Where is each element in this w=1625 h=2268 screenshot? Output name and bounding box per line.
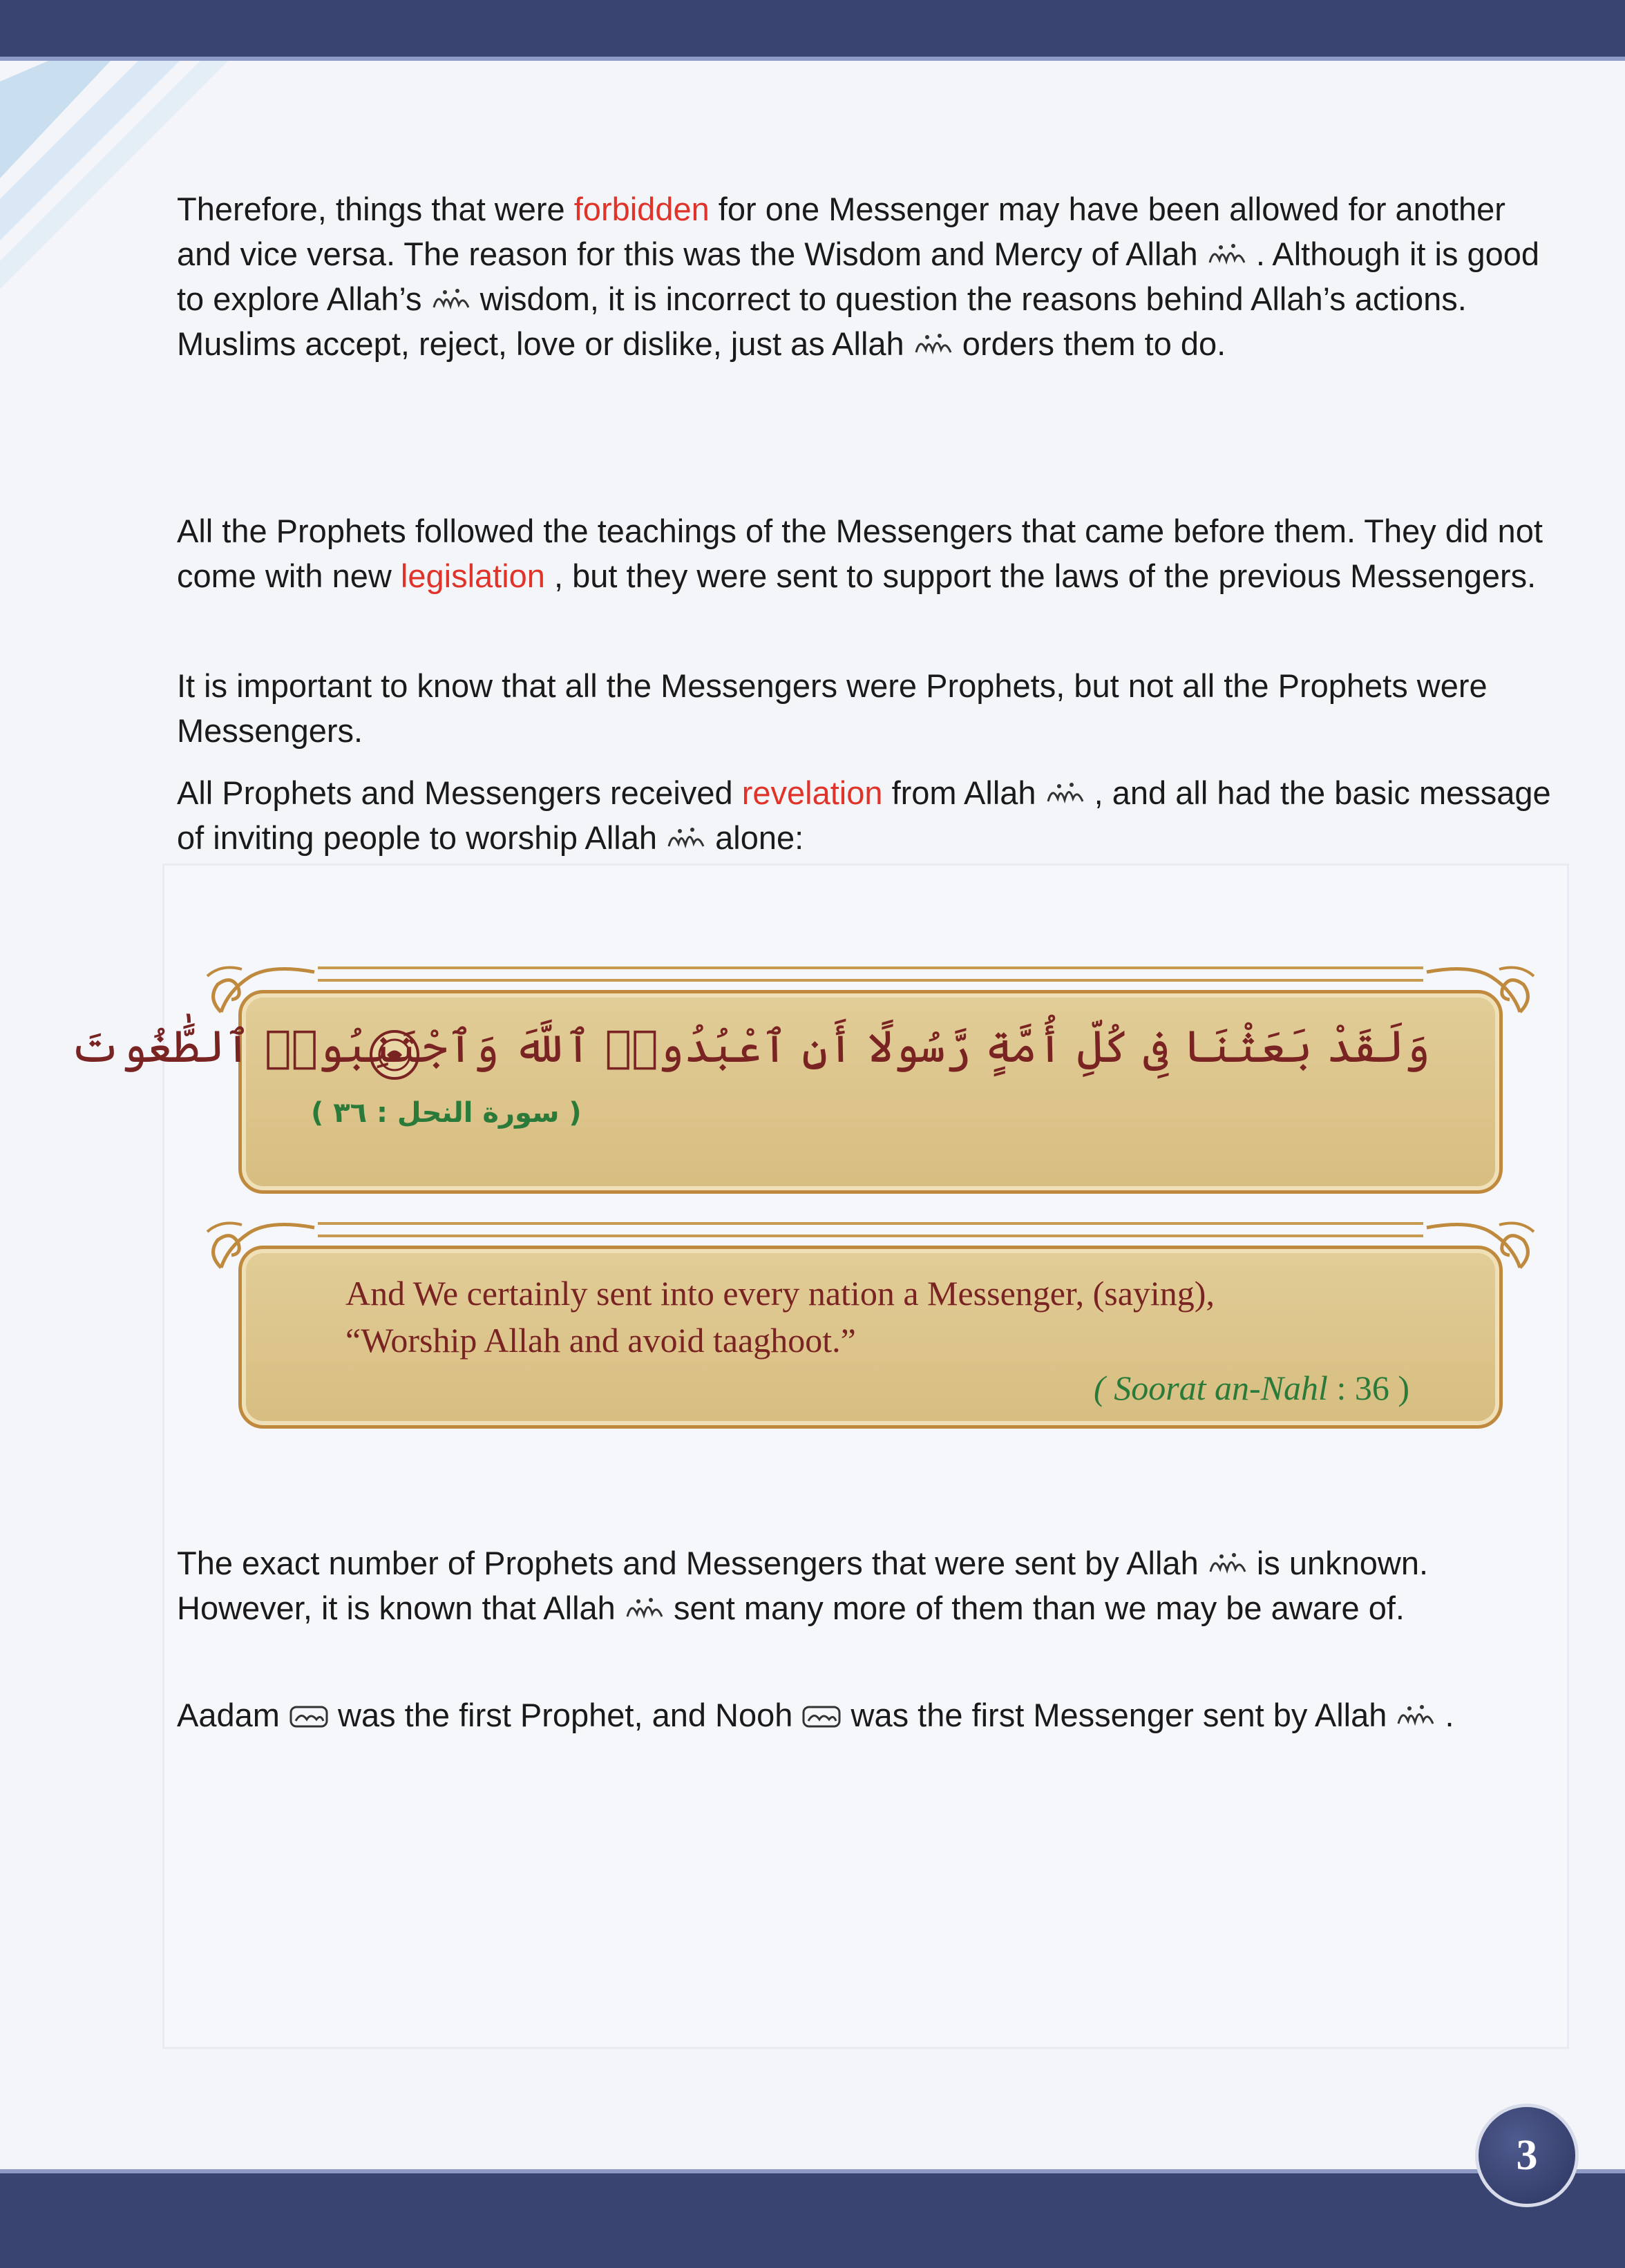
allah-honorific-icon: [431, 287, 471, 314]
allah-honorific-icon: [1208, 1551, 1248, 1579]
highlight-legislation: legislation: [400, 558, 545, 594]
top-header-bar: [0, 0, 1625, 57]
paragraph-first-prophet: Aadam was the first Prophet, and Nooh was the first Messenger sent by Allah .: [177, 1697, 1454, 1733]
highlight-revelation: revelation: [741, 774, 883, 811]
translation-text: And We certainly sent into every nation a Messenger, (saying), “Worship Allah and avoid taaghoot.”: [345, 1274, 1215, 1360]
paragraph-revelation: All Prophets and Messengers received revelation from Allah , and all had the basic message of inviting people to worship Allah alone:: [177, 774, 1551, 856]
allah-honorific-icon: [1396, 1703, 1436, 1731]
paragraph-number-unknown: The exact number of Prophets and Messengers that were sent by Allah is unknown. However, it is known that Allah sent many more of them than we may be aware of.: [177, 1545, 1429, 1626]
allah-honorific-icon: [666, 826, 706, 853]
arabic-verse-box: [69, 990, 1503, 1194]
highlight-forbidden: forbidden: [573, 191, 710, 227]
translation-reference: ( Soorat an-Nahl : 36 ): [1094, 1369, 1409, 1407]
bottom-footer-bar: [0, 2173, 1625, 2268]
allah-honorific-icon: [625, 1596, 665, 1623]
frame-top-rule: [318, 1222, 1423, 1237]
allah-honorific-icon: [913, 332, 953, 359]
arabic-verse-frame: [69, 957, 1541, 1192]
paragraph-messengers-prophets: It is important to know that all the Messengers were Prophets, but not all the Prophets were Messengers.: [177, 667, 1488, 749]
paragraph-prophets-teachings: All the Prophets followed the teachings of the Messengers that came before them. They did not come with new legislation , but they were sent to support the laws of the previous Messengers.: [177, 513, 1543, 594]
allah-honorific-icon: [1207, 242, 1247, 269]
arabic-verse-text: وَلَقَدْ بَعَثْنَا فِى كُلِّ أُمَّةٍ رَّسُولًا أَنِ ٱعْبُدُوا۟ ٱللَّهَ وَٱجْتَنِبُوا۟ ٱلطَّٰغُوتَ: [69, 1022, 1430, 1073]
translation-frame: [200, 1212, 1541, 1427]
alayhis-salam-icon: [289, 1703, 329, 1731]
paragraph-wisdom: Therefore, things that were forbidden for one Messenger may have been allowed for another and vice versa. The reason for this was the Wisdom and Mercy of Allah . Although it is good to explore Allah’s wisdom, it is incorrect to question the reasons behind Allah’s actions. Muslims accept, reject, love or dislike, just as Allah orders them to do.: [177, 191, 1540, 362]
allah-honorific-icon: [1045, 781, 1085, 808]
page-number: 3: [1475, 2104, 1579, 2207]
alayhis-salam-icon: [801, 1703, 842, 1731]
translation-box: [238, 1246, 1503, 1429]
frame-top-rule: [318, 966, 1423, 982]
arabic-verse-reference: ( سورة النحل : ٣٦ ): [311, 1097, 582, 1129]
